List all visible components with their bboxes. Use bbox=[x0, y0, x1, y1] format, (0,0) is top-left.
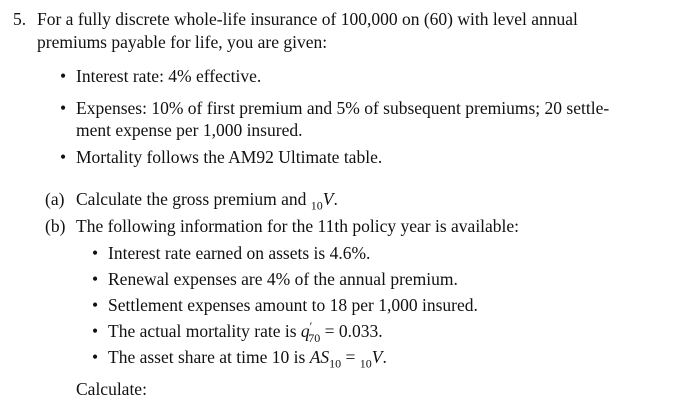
v-suffix: . bbox=[382, 347, 387, 367]
part-a-question: Calculate the gross premium and bbox=[76, 189, 307, 209]
part-b-item-renewal: Renewal expenses are 4% of the annual premium. bbox=[108, 269, 458, 289]
bullet-icon: • bbox=[92, 321, 99, 341]
bullet-icon: • bbox=[60, 147, 67, 167]
reserve-suffix: . bbox=[333, 189, 338, 209]
calculate-label: Calculate: bbox=[76, 379, 147, 399]
as-eq: = bbox=[345, 347, 356, 367]
q-prime: ′ bbox=[309, 319, 313, 334]
as-sub: 10 bbox=[329, 356, 342, 371]
bullet-icon: • bbox=[92, 269, 99, 289]
part-a-label: (a) bbox=[45, 189, 65, 209]
part-b-label: (b) bbox=[45, 216, 66, 236]
bullet-icon: • bbox=[60, 98, 67, 118]
given-interest: Interest rate: 4% effective. bbox=[76, 66, 262, 86]
problem-number: 5. bbox=[13, 9, 27, 29]
bullet-icon: • bbox=[92, 295, 99, 315]
part-a-text bbox=[76, 188, 338, 213]
given-expenses-line2: ment expense per 1,000 insured. bbox=[76, 120, 303, 140]
problem-intro-line1: For a fully discrete whole-life insurance of 100,000 on (60) with level annual bbox=[37, 9, 578, 29]
part-b-item-asset-share bbox=[108, 346, 387, 371]
part-b-item-settlement: Settlement expenses amount to 18 per 1,000 insured. bbox=[108, 295, 478, 315]
reserve-presub: 10 bbox=[310, 198, 323, 213]
as-var: AS bbox=[309, 347, 330, 367]
v-var: V bbox=[371, 347, 383, 367]
v-presub: 10 bbox=[359, 356, 372, 371]
bullet-icon: • bbox=[92, 243, 99, 263]
bullet-icon: • bbox=[60, 66, 67, 86]
mortality-formula bbox=[300, 319, 383, 345]
part-b-item-mortality bbox=[108, 319, 383, 345]
mortality-text: The actual mortality rate is bbox=[108, 321, 297, 341]
bullet-icon: • bbox=[92, 347, 99, 367]
problem-intro-line2: premiums payable for life, you are given: bbox=[37, 32, 328, 52]
part-b-item-interest: Interest rate earned on assets is 4.6%. bbox=[108, 243, 371, 263]
reserve-var: V bbox=[322, 189, 334, 209]
q-sub: 70 bbox=[308, 330, 321, 345]
q-rhs: = 0.033. bbox=[324, 321, 383, 341]
part-b-text: The following information for the 11th policy year is available: bbox=[76, 216, 520, 236]
asset-share-text: The asset share at time 10 is bbox=[108, 347, 306, 367]
given-expenses-line1: Expenses: 10% of first premium and 5% of subsequent premiums; 20 settle- bbox=[76, 98, 610, 118]
q-var: q bbox=[300, 321, 310, 341]
given-mortality: Mortality follows the AM92 Ultimate table. bbox=[76, 147, 383, 167]
reserve-symbol bbox=[310, 189, 338, 213]
asset-share-formula bbox=[309, 347, 387, 371]
